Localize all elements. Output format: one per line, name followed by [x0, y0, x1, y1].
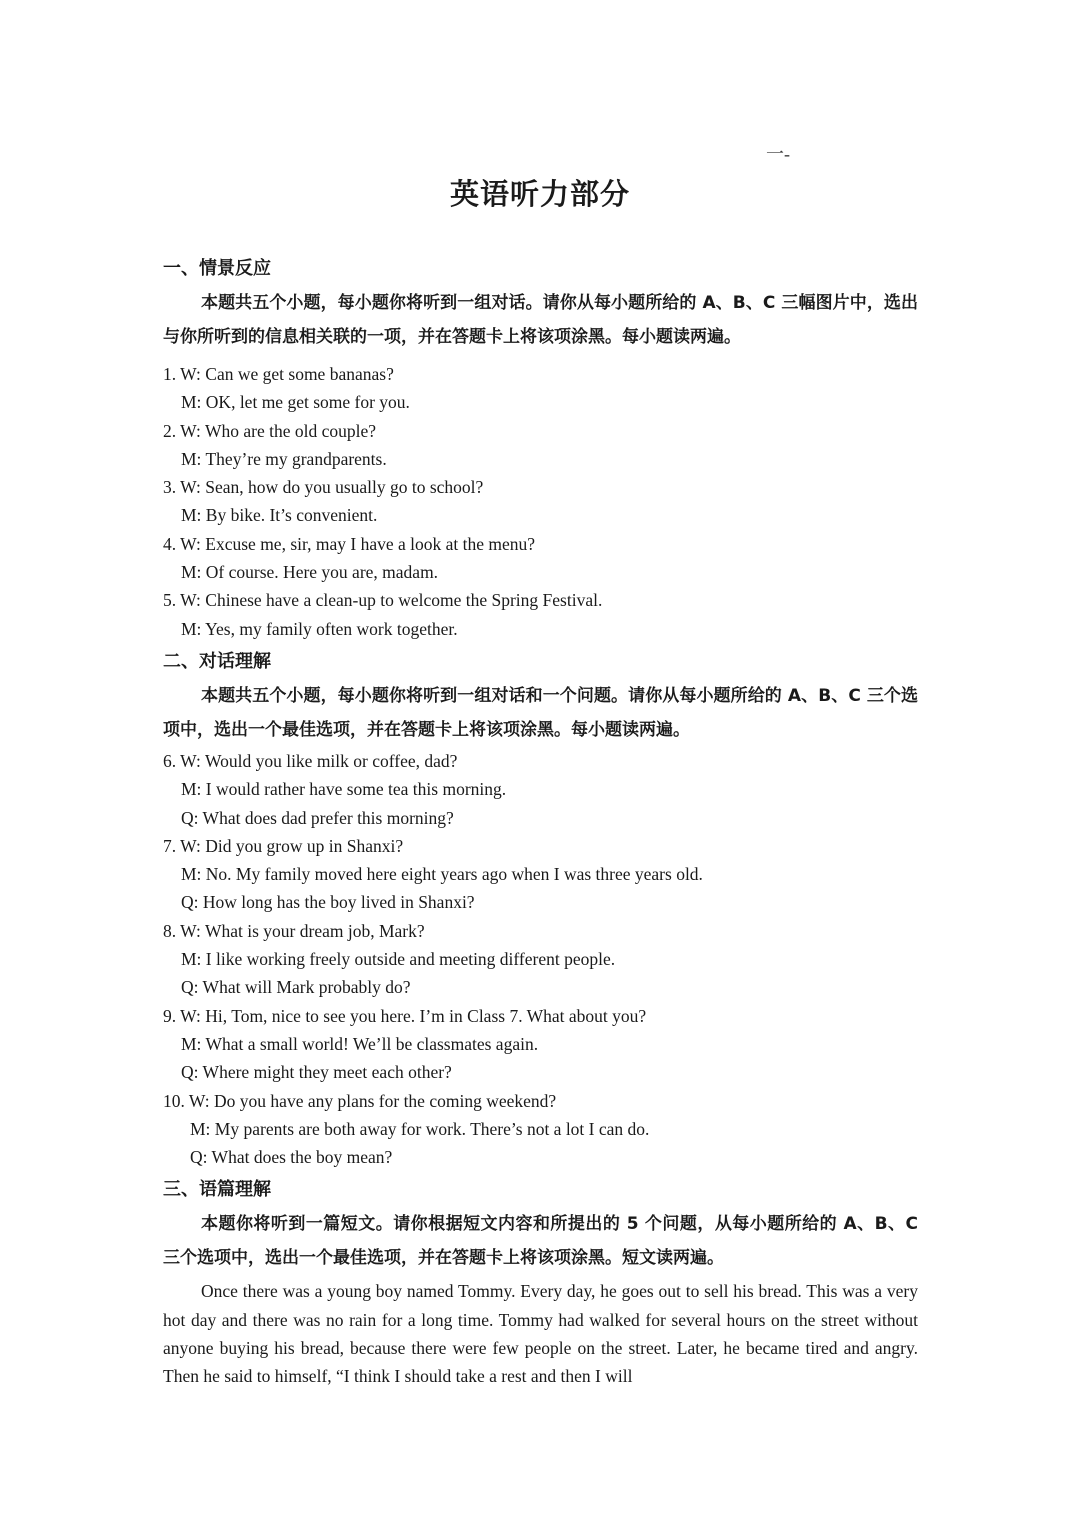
- section1-heading: 一、情景反应: [163, 258, 271, 279]
- question-line: Q: How long has the boy lived in Shanxi?: [181, 892, 475, 913]
- question-line: Q: What does dad prefer this morning?: [181, 807, 454, 828]
- dialogue-line: M: They’re my grandparents.: [181, 448, 387, 469]
- dialogue-line: M: No. My family moved here eight years ago when I was three years old.: [181, 864, 703, 885]
- dialogue-line: M: By bike. It’s convenient.: [181, 505, 378, 526]
- passage-text: Once there was a young boy named Tommy. Every day, he goes out to sell his bread. This was a very hot day and there was no rain for a long time. Tommy had walked for several hours on the street without anyone buying his bread, because there were few people on the street. Later, he became tired and angry. Then he said to himself, “I think I should take a rest and then I will: [163, 1281, 918, 1387]
- section2-heading: 二、对话理解: [163, 650, 271, 672]
- question-line: Q: What does the boy mean?: [190, 1147, 393, 1168]
- dialogue-line: 2. W: Who are the old couple?: [163, 420, 377, 441]
- exam-content: [163, 250, 918, 1391]
- dialogue-line: 7. W: Did you grow up in Shanxi?: [163, 835, 404, 856]
- dialogue-line: 9. W: Hi, Tom, nice to see you here. I’m in Class 7. What about you?: [163, 1005, 647, 1026]
- dialogue-line: 6. W: Would you like milk or coffee, dad?: [163, 750, 458, 771]
- section3-heading: 三、语篇理解: [163, 1179, 271, 1201]
- dialogue-line: M: Of course. Here you are, madam.: [181, 562, 439, 583]
- section3-instructions: 本题你将听到一篇短文。请你根据短文内容和所提出的 5 个问题，从每小题所给的 A、B、C 三个选项中，选出一个最佳选项，并在答题卡上将该项涂黑。短文读两遍。: [163, 1214, 918, 1269]
- section1-dialogues: [163, 360, 918, 643]
- dialogue-line: M: Yes, my family often work together.: [181, 618, 458, 639]
- dialogue-line: 5. W: Chinese have a clean-up to welcome the Spring Festival.: [163, 590, 603, 611]
- dialogue-line: M: I would rather have some tea this morning.: [181, 779, 507, 800]
- dialogue-line: 10. W: Do you have any plans for the coming weekend?: [163, 1090, 557, 1111]
- dialogue-line: M: I like working freely outside and meeting different people.: [181, 949, 616, 970]
- dialogue-line: M: What a small world! We’ll be classmates again.: [181, 1033, 539, 1054]
- section2-instructions: 本题共五个小题，每小题你将听到一组对话和一个问题。请你从每小题所给的 A、B、C 三个选项中，选出一个最佳选项，并在答题卡上将该项涂黑。每小题读两遍。: [163, 685, 918, 740]
- dialogue-line: 1. W: Can we get some bananas?: [163, 364, 394, 384]
- dialogue-line: 4. W: Excuse me, sir, may I have a look at the menu?: [163, 533, 536, 554]
- dialogue-line: M: OK, let me get some for you.: [181, 392, 410, 413]
- dialogue-line: M: My parents are both away for work. There’s not a lot I can do.: [190, 1118, 650, 1139]
- question-line: Q: Where might they meet each other?: [181, 1062, 452, 1083]
- corner-mark: 一-: [766, 144, 790, 164]
- question-line: Q: What will Mark probably do?: [181, 977, 411, 998]
- dialogue-line: 8. W: What is your dream job, Mark?: [163, 920, 425, 941]
- section1-instructions: 本题共五个小题，每小题你将听到一组对话。请你从每小题所给的 A、B、C 三幅图片中，选出与你所听到的信息相关联的一项，并在答题卡上将该项涂黑。每小题读两遍。: [163, 293, 918, 347]
- dialogue-line: 3. W: Sean, how do you usually go to school?: [163, 477, 484, 498]
- page-title: 英语听力部分: [449, 177, 630, 211]
- section2-dialogues: [163, 747, 918, 1171]
